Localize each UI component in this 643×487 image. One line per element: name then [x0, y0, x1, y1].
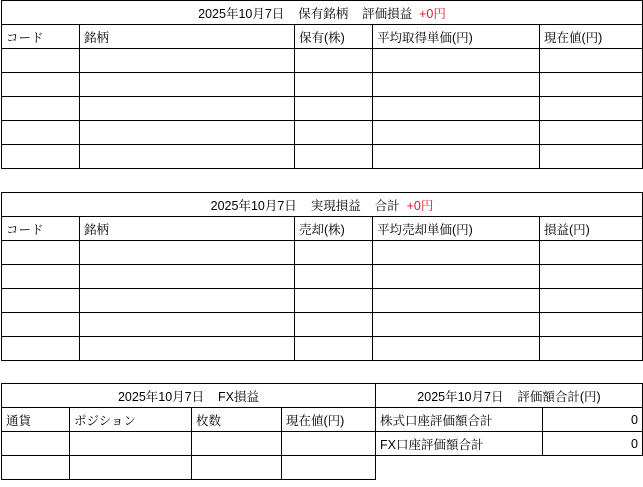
realized-cell-avg-sell-price[interactable] — [373, 313, 540, 337]
realized-table — [1, 192, 643, 361]
table-row[interactable] — [2, 432, 643, 456]
realized-cell-sold-shares[interactable] — [295, 313, 373, 337]
realized-title-date: 2025年10月7日 — [210, 198, 297, 213]
realized-header-name: 銘柄 — [80, 217, 295, 241]
realized-cell-sold-shares[interactable] — [295, 241, 373, 265]
realized-header-code: コード — [2, 217, 80, 241]
holdings-title-metric: 評価損益 — [362, 6, 413, 21]
spacer-row — [0, 169, 643, 192]
realized-cell-code[interactable] — [2, 337, 80, 361]
valuation-empty-cell — [376, 456, 543, 480]
fx-cell-position[interactable] — [70, 432, 192, 456]
holdings-cell-current-price[interactable] — [540, 121, 643, 145]
table-row[interactable] — [2, 73, 643, 97]
holdings-table — [1, 0, 643, 169]
fx-cell-currency[interactable] — [2, 456, 70, 480]
holdings-cell-current-price[interactable] — [540, 145, 643, 169]
realized-cell-avg-sell-price[interactable] — [373, 241, 540, 265]
realized-header-profit-loss: 損益(円) — [540, 217, 643, 241]
holdings-cell-avg-cost[interactable] — [373, 73, 540, 97]
realized-cell-profit-loss[interactable] — [540, 241, 643, 265]
realized-cell-name[interactable] — [80, 265, 295, 289]
holdings-cell-code[interactable] — [2, 121, 80, 145]
realized-cell-profit-loss[interactable] — [540, 313, 643, 337]
realized-title-metric: 合計 — [374, 198, 400, 213]
table-row[interactable] — [2, 265, 643, 289]
holdings-cell-shares[interactable] — [295, 97, 373, 121]
realized-cell-sold-shares[interactable] — [295, 289, 373, 313]
valuation-empty-cell — [543, 456, 643, 480]
holdings-title-value: +0円 — [419, 6, 446, 21]
valuation-value-fx-account: 0 — [543, 432, 643, 456]
fx-header-position: ポジション — [70, 408, 192, 432]
holdings-cell-current-price[interactable] — [540, 49, 643, 73]
realized-cell-code[interactable] — [2, 289, 80, 313]
realized-cell-name[interactable] — [80, 313, 295, 337]
holdings-header-row — [2, 25, 643, 49]
valuation-title-date: 2025年10月7日 — [417, 389, 504, 404]
holdings-cell-shares[interactable] — [295, 73, 373, 97]
fx-cell-lots[interactable] — [192, 456, 282, 480]
realized-title-value: +0円 — [406, 198, 434, 213]
holdings-cell-current-price[interactable] — [540, 73, 643, 97]
valuation-title-label: 評価額合計(円) — [517, 389, 601, 404]
realized-cell-avg-sell-price[interactable] — [373, 289, 540, 313]
realized-cell-avg-sell-price[interactable] — [373, 337, 540, 361]
realized-cell-name[interactable] — [80, 241, 295, 265]
holdings-title-label: 保有銘柄 — [298, 6, 349, 21]
holdings-cell-shares[interactable] — [295, 121, 373, 145]
holdings-cell-name[interactable] — [80, 73, 295, 97]
valuation-label-fx-account: FX口座評価額合計 — [376, 432, 543, 456]
table-row[interactable] — [2, 456, 643, 480]
realized-cell-avg-sell-price[interactable] — [373, 265, 540, 289]
fx-title-label: FX損益 — [218, 389, 260, 404]
holdings-cell-name[interactable] — [80, 121, 295, 145]
holdings-header-code: コード — [2, 25, 80, 49]
fx-cell-position[interactable] — [70, 456, 192, 480]
holdings-cell-avg-cost[interactable] — [373, 49, 540, 73]
holdings-header-current-price: 現在値(円) — [540, 25, 643, 49]
holdings-title — [2, 1, 643, 25]
holdings-cell-shares[interactable] — [295, 49, 373, 73]
valuation-title — [376, 384, 643, 408]
fx-title — [2, 384, 376, 408]
holdings-cell-shares[interactable] — [295, 145, 373, 169]
fx-header-lots: 枚数 — [192, 408, 282, 432]
realized-header-row — [2, 217, 643, 241]
fx-cell-lots[interactable] — [192, 432, 282, 456]
table-row[interactable] — [2, 337, 643, 361]
valuation-value-stock-account: 0 — [543, 408, 643, 432]
realized-cell-profit-loss[interactable] — [540, 337, 643, 361]
holdings-cell-code[interactable] — [2, 97, 80, 121]
table-row[interactable] — [2, 313, 643, 337]
table-row[interactable] — [2, 49, 643, 73]
fx-header-currency: 通貨 — [2, 408, 70, 432]
fx-cell-current-price[interactable] — [282, 432, 376, 456]
holdings-title-row — [2, 1, 643, 25]
holdings-cell-avg-cost[interactable] — [373, 145, 540, 169]
fx-cell-current-price[interactable] — [282, 456, 376, 480]
fx-valuation-table — [1, 383, 643, 480]
holdings-header-shares: 保有(株) — [295, 25, 373, 49]
realized-cell-code[interactable] — [2, 265, 80, 289]
fx-header-row — [2, 408, 643, 432]
realized-title-row — [2, 193, 643, 217]
realized-cell-name[interactable] — [80, 337, 295, 361]
table-row[interactable] — [2, 289, 643, 313]
holdings-cell-name[interactable] — [80, 49, 295, 73]
holdings-title-date: 2025年10月7日 — [198, 6, 285, 21]
holdings-cell-avg-cost[interactable] — [373, 97, 540, 121]
realized-cell-code[interactable] — [2, 313, 80, 337]
fx-cell-currency[interactable] — [2, 432, 70, 456]
realized-cell-profit-loss[interactable] — [540, 289, 643, 313]
spacer-row — [0, 361, 643, 383]
holdings-cell-avg-cost[interactable] — [373, 121, 540, 145]
realized-title-label: 実現損益 — [310, 198, 361, 213]
holdings-header-avg-cost: 平均取得単価(円) — [373, 25, 540, 49]
realized-cell-sold-shares[interactable] — [295, 337, 373, 361]
holdings-cell-name[interactable] — [80, 145, 295, 169]
realized-cell-profit-loss[interactable] — [540, 265, 643, 289]
holdings-cell-code[interactable] — [2, 145, 80, 169]
realized-cell-sold-shares[interactable] — [295, 265, 373, 289]
holdings-cell-current-price[interactable] — [540, 97, 643, 121]
holdings-header-name: 銘柄 — [80, 25, 295, 49]
fx-valuation-title-row — [2, 384, 643, 408]
table-row[interactable] — [2, 145, 643, 169]
table-row[interactable] — [2, 121, 643, 145]
realized-title — [2, 193, 643, 217]
valuation-label-stock-account: 株式口座評価額合計 — [376, 408, 543, 432]
realized-cell-name[interactable] — [80, 289, 295, 313]
fx-header-current-price: 現在値(円) — [282, 408, 376, 432]
fx-title-date: 2025年10月7日 — [117, 389, 205, 404]
realized-header-sold-shares: 売却(株) — [295, 217, 373, 241]
realized-header-avg-sell-price: 平均売却単価(円) — [373, 217, 540, 241]
table-row[interactable] — [2, 241, 643, 265]
holdings-cell-code[interactable] — [2, 73, 80, 97]
table-row[interactable] — [2, 97, 643, 121]
realized-cell-code[interactable] — [2, 241, 80, 265]
holdings-cell-name[interactable] — [80, 97, 295, 121]
holdings-cell-code[interactable] — [2, 49, 80, 73]
